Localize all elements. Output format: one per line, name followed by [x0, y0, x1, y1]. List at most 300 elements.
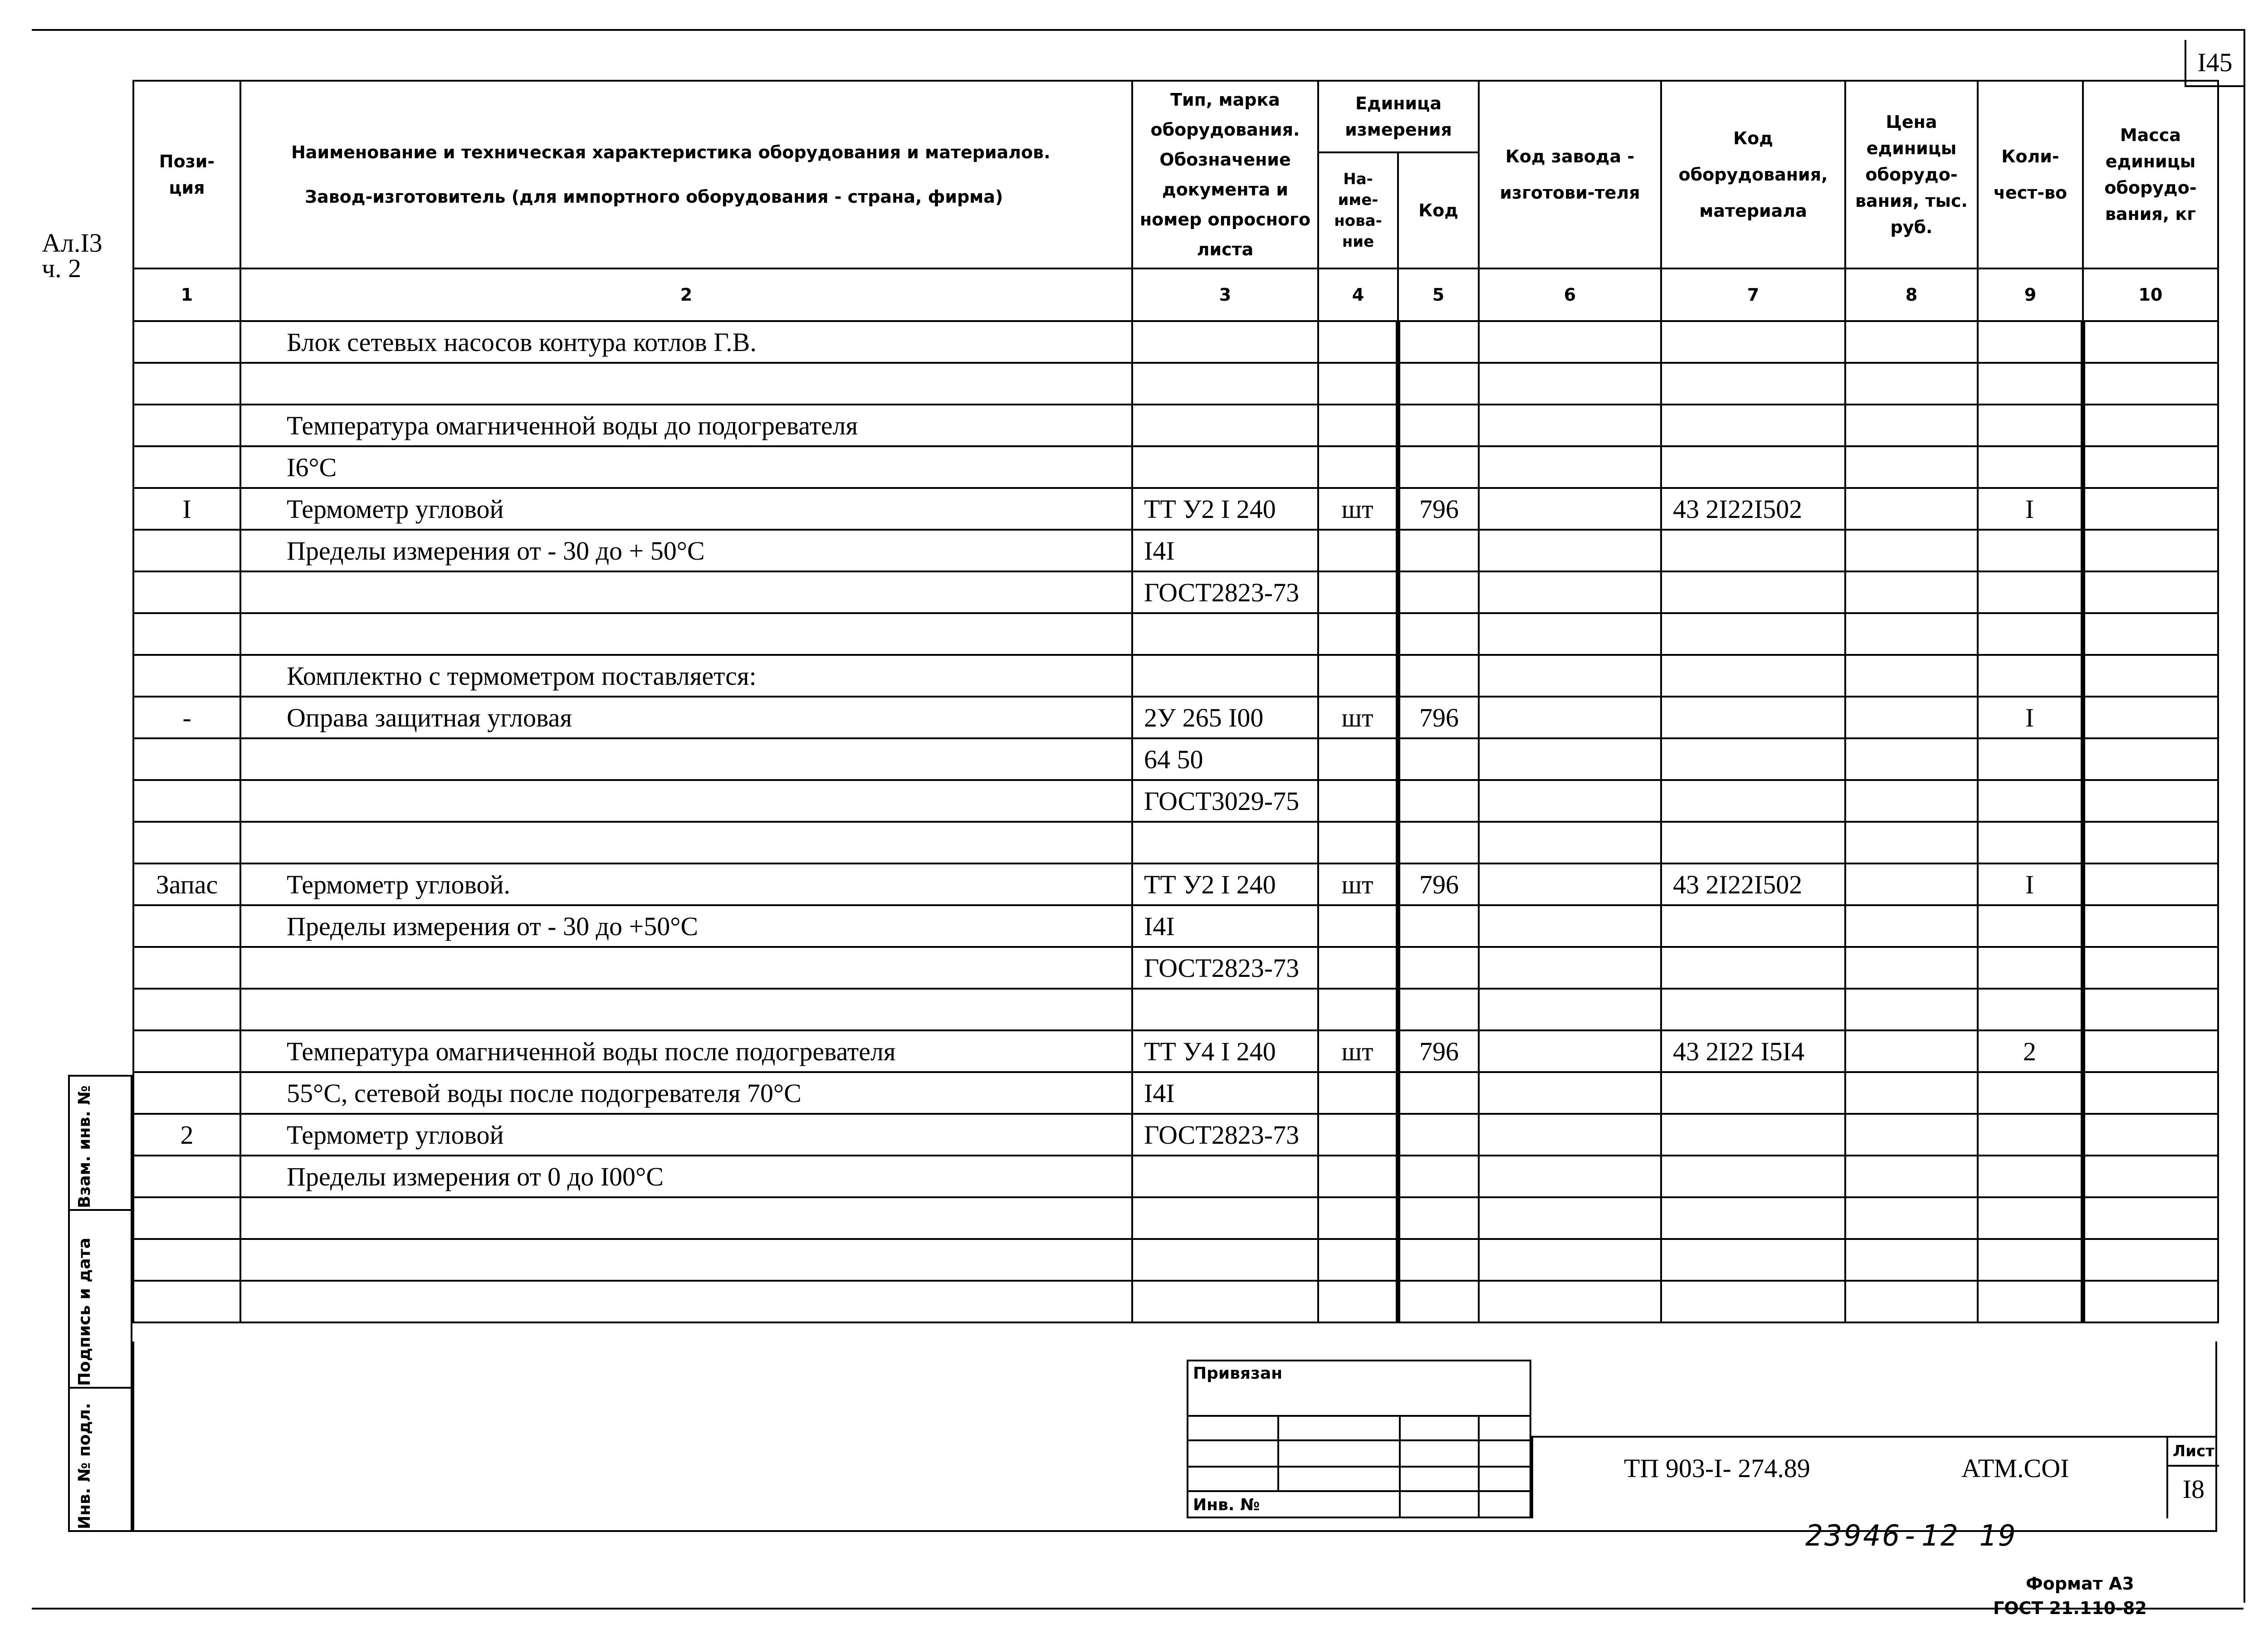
- equipment-code-cell: [1661, 780, 1845, 822]
- plant-code-cell: [1479, 1239, 1661, 1281]
- equipment-code-cell: [1661, 1156, 1845, 1197]
- price-cell: [1845, 738, 1978, 780]
- price-cell: [1845, 446, 1978, 488]
- table-row: [133, 613, 2218, 655]
- header-type: Тип, марка оборудования. Обозначение документа и номер опросного листа: [1132, 81, 1318, 268]
- unit-code-cell: 796: [1398, 1030, 1479, 1072]
- equipment-code-cell: [1661, 697, 1845, 738]
- unit-code-cell: [1398, 905, 1479, 947]
- table-row: [133, 321, 2218, 363]
- unit-code-cell: 796: [1398, 697, 1479, 738]
- table-row: [133, 697, 2218, 738]
- unit-code-cell: [1398, 1156, 1479, 1197]
- quantity-cell: [1978, 613, 2083, 655]
- price-cell: [1845, 905, 1978, 947]
- quantity-cell: [1978, 405, 2083, 446]
- price-cell: [1845, 822, 1978, 863]
- name-cell: I6°C: [240, 446, 1132, 488]
- column-number: 7: [1661, 268, 1845, 321]
- header-unit-name: На-име-нова-ние: [1318, 152, 1398, 268]
- price-cell: [1845, 363, 1978, 405]
- unit-name-cell: [1318, 1072, 1398, 1114]
- type-cell: [1132, 405, 1318, 446]
- side-stamp-replaced-inv: [68, 1075, 132, 1211]
- unit-code-cell: [1398, 1197, 1479, 1239]
- quantity-cell: [1978, 905, 2083, 947]
- name-cell: [240, 1281, 1132, 1322]
- mass-cell: [2083, 613, 2218, 655]
- equipment-code-cell: [1661, 613, 1845, 655]
- column-number: 2: [240, 268, 1132, 321]
- equipment-code-cell: [1661, 321, 1845, 363]
- table-row: [133, 1239, 2218, 1281]
- quantity-cell: 2: [1978, 1030, 2083, 1072]
- page-number: I45: [2197, 48, 2233, 77]
- unit-code-cell: [1398, 989, 1479, 1030]
- table-row: [133, 446, 2218, 488]
- mass-cell: [2083, 1072, 2218, 1114]
- unit-name-cell: [1318, 530, 1398, 571]
- type-cell: [1132, 1239, 1318, 1281]
- name-cell: [240, 822, 1132, 863]
- type-cell: I4I: [1132, 530, 1318, 571]
- mass-cell: [2083, 446, 2218, 488]
- plant-code-cell: [1479, 780, 1661, 822]
- mass-cell: [2083, 363, 2218, 405]
- unit-name-cell: [1318, 405, 1398, 446]
- position-cell: Запас: [133, 863, 240, 905]
- equipment-code-cell: [1661, 1114, 1845, 1156]
- name-cell: [240, 738, 1132, 780]
- name-cell: [240, 571, 1132, 613]
- table-row: [133, 822, 2218, 863]
- mass-cell: [2083, 1030, 2218, 1072]
- privyazan-label: Привязан: [1193, 1364, 1283, 1383]
- equipment-code-cell: [1661, 655, 1845, 697]
- name-cell: Пределы измерения от - 30 до + 50°C: [240, 530, 1132, 571]
- table-row: [133, 655, 2218, 697]
- mass-cell: [2083, 405, 2218, 446]
- equipment-code-cell: 43 2I22I502: [1661, 488, 1845, 530]
- name-cell: [240, 1197, 1132, 1239]
- unit-name-cell: [1318, 1239, 1398, 1281]
- quantity-cell: [1978, 321, 2083, 363]
- sheet-box: [2166, 1438, 2219, 1518]
- price-cell: [1845, 989, 1978, 1030]
- unit-name-cell: [1318, 321, 1398, 363]
- column-numbers-row: [133, 268, 2218, 321]
- equipment-code-cell: [1661, 989, 1845, 1030]
- type-cell: ТТ У2 I 240: [1132, 488, 1318, 530]
- unit-code-cell: [1398, 571, 1479, 613]
- unit-code-cell: 796: [1398, 863, 1479, 905]
- position-cell: [133, 780, 240, 822]
- type-cell: 64 50: [1132, 738, 1318, 780]
- position-cell: 2: [133, 1114, 240, 1156]
- equipment-code-cell: [1661, 1072, 1845, 1114]
- unit-name-cell: шт: [1318, 1030, 1398, 1072]
- header-plant-code: Код завода - изготови-теля: [1479, 81, 1661, 268]
- type-cell: [1132, 1281, 1318, 1322]
- unit-name-cell: [1318, 363, 1398, 405]
- side-label-signature: Подпись и дата: [75, 1238, 94, 1386]
- mass-cell: [2083, 1156, 2218, 1197]
- position-cell: [133, 363, 240, 405]
- quantity-cell: [1978, 947, 2083, 989]
- name-cell: Блок сетевых насосов контура котлов Г.В.: [240, 321, 1132, 363]
- header-quantity: Коли-чест-во: [1978, 81, 2083, 268]
- specification-table: [132, 80, 2219, 1323]
- type-cell: 2У 265 I00: [1132, 697, 1318, 738]
- unit-code-cell: [1398, 363, 1479, 405]
- plant-code-cell: [1479, 697, 1661, 738]
- type-cell: ТТ У4 I 240: [1132, 1030, 1318, 1072]
- unit-name-cell: шт: [1318, 863, 1398, 905]
- sheet-number: I8: [2182, 1474, 2205, 1504]
- equipment-code-cell: [1661, 1281, 1845, 1322]
- name-cell: Оправа защитная угловая: [240, 697, 1132, 738]
- position-cell: [133, 947, 240, 989]
- mass-cell: [2083, 905, 2218, 947]
- quantity-cell: [1978, 571, 2083, 613]
- price-cell: [1845, 613, 1978, 655]
- plant-code-cell: [1479, 863, 1661, 905]
- position-cell: [133, 1197, 240, 1239]
- plant-code-cell: [1479, 1030, 1661, 1072]
- equipment-code-cell: [1661, 363, 1845, 405]
- quantity-cell: [1978, 822, 2083, 863]
- equipment-code-cell: [1661, 1197, 1845, 1239]
- position-cell: [133, 446, 240, 488]
- unit-name-cell: [1318, 1197, 1398, 1239]
- name-cell: [240, 613, 1132, 655]
- name-cell: [240, 1239, 1132, 1281]
- table-row: [133, 1072, 2218, 1114]
- name-cell: Температура омагниченной воды до подогревателя: [240, 405, 1132, 446]
- equipment-code-cell: [1661, 446, 1845, 488]
- column-number: 5: [1398, 268, 1479, 321]
- equipment-code-cell: 43 2I22 I5I4: [1661, 1030, 1845, 1072]
- position-cell: [133, 738, 240, 780]
- position-cell: [133, 1030, 240, 1072]
- position-cell: [133, 1281, 240, 1322]
- equipment-code-cell: [1661, 571, 1845, 613]
- price-cell: [1845, 780, 1978, 822]
- quantity-cell: [1978, 780, 2083, 822]
- price-cell: [1845, 947, 1978, 989]
- type-cell: [1132, 655, 1318, 697]
- header-name-line2: Завод-изготовитель (для импортного оборудования - страна, фирма): [305, 187, 1003, 207]
- position-cell: [133, 1156, 240, 1197]
- header-price: Цена единицы оборудо-вания, тыс. руб.: [1845, 81, 1978, 268]
- mass-cell: [2083, 571, 2218, 613]
- mass-cell: [2083, 822, 2218, 863]
- mass-cell: [2083, 321, 2218, 363]
- price-cell: [1845, 488, 1978, 530]
- quantity-cell: [1978, 1239, 2083, 1281]
- name-cell: Термометр угловой.: [240, 863, 1132, 905]
- plant-code-cell: [1479, 613, 1661, 655]
- side-label-replaced-inv: Взам. инв. №: [75, 1085, 94, 1208]
- quantity-cell: I: [1978, 863, 2083, 905]
- name-cell: Термометр угловой: [240, 488, 1132, 530]
- table-row: [133, 488, 2218, 530]
- album-ref-line2: ч. 2: [42, 254, 82, 283]
- table-row: [133, 1030, 2218, 1072]
- quantity-cell: [1978, 530, 2083, 571]
- plant-code-cell: [1479, 488, 1661, 530]
- price-cell: [1845, 530, 1978, 571]
- column-number: 6: [1479, 268, 1661, 321]
- plant-code-cell: [1479, 363, 1661, 405]
- header-unit-group: Единица измерения: [1318, 81, 1479, 152]
- privyazan-stamp: [1187, 1360, 1531, 1518]
- quantity-cell: [1978, 738, 2083, 780]
- equipment-code-cell: [1661, 822, 1845, 863]
- mass-cell: [2083, 1114, 2218, 1156]
- table-row: [133, 1114, 2218, 1156]
- price-cell: [1845, 1239, 1978, 1281]
- type-cell: [1132, 1197, 1318, 1239]
- name-cell: Пределы измерения от - 30 до +50°C: [240, 905, 1132, 947]
- equipment-code-cell: [1661, 905, 1845, 947]
- column-number: 8: [1845, 268, 1978, 321]
- plant-code-cell: [1479, 321, 1661, 363]
- album-reference: [42, 230, 103, 281]
- equipment-code-cell: [1661, 1239, 1845, 1281]
- price-cell: [1845, 655, 1978, 697]
- price-cell: [1845, 1197, 1978, 1239]
- table-row: [133, 1156, 2218, 1197]
- inv-no-label: Инв. №: [1193, 1496, 1260, 1514]
- price-cell: [1845, 1156, 1978, 1197]
- unit-name-cell: [1318, 1281, 1398, 1322]
- type-cell: I4I: [1132, 905, 1318, 947]
- header-equipment-code: Код оборудования, материала: [1661, 81, 1845, 268]
- quantity-cell: [1978, 363, 2083, 405]
- name-cell: Комплектно с термометром поставляется:: [240, 655, 1132, 697]
- column-number: 9: [1978, 268, 2083, 321]
- plant-code-cell: [1479, 1156, 1661, 1197]
- unit-code-cell: [1398, 947, 1479, 989]
- unit-name-cell: [1318, 1114, 1398, 1156]
- plant-code-cell: [1479, 822, 1661, 863]
- type-cell: ТТ У2 I 240: [1132, 863, 1318, 905]
- stamp-col-line: [1478, 1415, 1480, 1518]
- frame-right-line: [2244, 29, 2245, 1603]
- price-cell: [1845, 1030, 1978, 1072]
- plant-code-cell: [1479, 947, 1661, 989]
- header-name: [240, 81, 1132, 268]
- table-row: [133, 780, 2218, 822]
- equipment-code-cell: [1661, 738, 1845, 780]
- mass-cell: [2083, 989, 2218, 1030]
- plant-code-cell: [1479, 1114, 1661, 1156]
- price-cell: [1845, 1072, 1978, 1114]
- equipment-code-cell: [1661, 530, 1845, 571]
- table-row: [133, 738, 2218, 780]
- plant-code-cell: [1479, 905, 1661, 947]
- position-cell: I: [133, 488, 240, 530]
- position-cell: [133, 613, 240, 655]
- name-cell: 55°C, сетевой воды после подогревателя 70°C: [240, 1072, 1132, 1114]
- plant-code-cell: [1479, 655, 1661, 697]
- price-cell: [1845, 697, 1978, 738]
- position-cell: [133, 571, 240, 613]
- unit-name-cell: [1318, 446, 1398, 488]
- name-cell: [240, 947, 1132, 989]
- plant-code-cell: [1479, 989, 1661, 1030]
- doc-mark: АТМ.COI: [1961, 1454, 2069, 1483]
- name-cell: Пределы измерения от 0 до I00°C: [240, 1156, 1132, 1197]
- plant-code-cell: [1479, 571, 1661, 613]
- quantity-cell: I: [1978, 488, 2083, 530]
- format-label: Формат А3: [2026, 1574, 2134, 1594]
- position-cell: [133, 905, 240, 947]
- frame-top-line: [32, 29, 2245, 31]
- column-number: 4: [1318, 268, 1398, 321]
- price-cell: [1845, 405, 1978, 446]
- quantity-cell: [1978, 1072, 2083, 1114]
- plant-code-cell: [1479, 738, 1661, 780]
- album-ref-line1: Ал.I3: [42, 228, 103, 258]
- unit-code-cell: 796: [1398, 488, 1479, 530]
- unit-code-cell: [1398, 780, 1479, 822]
- mass-cell: [2083, 697, 2218, 738]
- quantity-cell: [1978, 1114, 2083, 1156]
- unit-name-cell: [1318, 947, 1398, 989]
- type-cell: [1132, 1156, 1318, 1197]
- mass-cell: [2083, 738, 2218, 780]
- mass-cell: [2083, 655, 2218, 697]
- table-row: [133, 405, 2218, 446]
- type-cell: ГОСТ3029-75: [1132, 780, 1318, 822]
- table-row: [133, 363, 2218, 405]
- unit-code-cell: [1398, 1239, 1479, 1281]
- unit-name-cell: шт: [1318, 697, 1398, 738]
- unit-code-cell: [1398, 1072, 1479, 1114]
- quantity-cell: I: [1978, 697, 2083, 738]
- price-cell: [1845, 863, 1978, 905]
- type-cell: [1132, 363, 1318, 405]
- name-cell: [240, 363, 1132, 405]
- position-cell: [133, 530, 240, 571]
- unit-name-cell: шт: [1318, 488, 1398, 530]
- equipment-code-cell: [1661, 405, 1845, 446]
- stamp-col-line: [1399, 1415, 1401, 1518]
- unit-code-cell: [1398, 530, 1479, 571]
- unit-code-cell: [1398, 321, 1479, 363]
- name-cell: Термометр угловой: [240, 1114, 1132, 1156]
- plant-code-cell: [1479, 446, 1661, 488]
- table-row: [133, 989, 2218, 1030]
- unit-code-cell: [1398, 1281, 1479, 1322]
- type-cell: [1132, 613, 1318, 655]
- quantity-cell: [1978, 1197, 2083, 1239]
- unit-code-cell: [1398, 822, 1479, 863]
- position-cell: -: [133, 697, 240, 738]
- mass-cell: [2083, 863, 2218, 905]
- type-cell: [1132, 446, 1318, 488]
- price-cell: [1845, 321, 1978, 363]
- type-cell: I4I: [1132, 1072, 1318, 1114]
- name-cell: [240, 780, 1132, 822]
- unit-name-cell: [1318, 571, 1398, 613]
- unit-name-cell: [1318, 905, 1398, 947]
- mass-cell: [2083, 947, 2218, 989]
- table-row: [133, 571, 2218, 613]
- unit-code-cell: [1398, 613, 1479, 655]
- position-cell: [133, 655, 240, 697]
- doc-code: ТП 903-I- 274.89: [1624, 1454, 1810, 1483]
- mass-cell: [2083, 1281, 2218, 1322]
- type-cell: [1132, 989, 1318, 1030]
- price-cell: [1845, 1281, 1978, 1322]
- table-row: [133, 863, 2218, 905]
- quantity-cell: [1978, 1281, 2083, 1322]
- frame-bottom-line: [32, 1608, 2244, 1610]
- quantity-cell: [1978, 989, 2083, 1030]
- unit-name-cell: [1318, 989, 1398, 1030]
- type-cell: [1132, 321, 1318, 363]
- plant-code-cell: [1479, 1072, 1661, 1114]
- position-cell: [133, 1072, 240, 1114]
- table-row: [133, 947, 2218, 989]
- table-row: [133, 1197, 2218, 1239]
- position-cell: [133, 405, 240, 446]
- unit-name-cell: [1318, 613, 1398, 655]
- mass-cell: [2083, 1239, 2218, 1281]
- stamp-col-line: [1277, 1415, 1279, 1490]
- column-number: 3: [1132, 268, 1318, 321]
- unit-name-cell: [1318, 738, 1398, 780]
- table-row: [133, 530, 2218, 571]
- title-block: [1531, 1436, 2217, 1518]
- position-cell: [133, 1239, 240, 1281]
- equipment-code-cell: 43 2I22I502: [1661, 863, 1845, 905]
- table-row: [133, 1281, 2218, 1322]
- unit-code-cell: [1398, 1114, 1479, 1156]
- standard-label: ГОСТ 21.110-82: [1993, 1598, 2147, 1618]
- mass-cell: [2083, 1197, 2218, 1239]
- equipment-code-cell: [1661, 947, 1845, 989]
- header-unit-code: Код: [1398, 152, 1479, 268]
- position-cell: [133, 822, 240, 863]
- price-cell: [1845, 1114, 1978, 1156]
- unit-code-cell: [1398, 655, 1479, 697]
- plant-code-cell: [1479, 405, 1661, 446]
- name-cell: Температура омагниченной воды после подогревателя: [240, 1030, 1132, 1072]
- unit-name-cell: [1318, 655, 1398, 697]
- handwritten-number: 23946-12 19: [1805, 1519, 2018, 1553]
- header-mass: Масса единицы оборудо-вания, кг: [2083, 81, 2218, 268]
- plant-code-cell: [1479, 1197, 1661, 1239]
- quantity-cell: [1978, 446, 2083, 488]
- unit-name-cell: [1318, 822, 1398, 863]
- type-cell: ГОСТ2823-73: [1132, 947, 1318, 989]
- name-cell: [240, 989, 1132, 1030]
- mass-cell: [2083, 780, 2218, 822]
- type-cell: ГОСТ2823-73: [1132, 571, 1318, 613]
- side-label-original-inv: Инв. № подл.: [75, 1403, 94, 1529]
- mass-cell: [2083, 488, 2218, 530]
- position-cell: [133, 321, 240, 363]
- side-stamp-signature: [68, 1209, 132, 1389]
- side-stamp-original-inv: [68, 1387, 132, 1532]
- price-cell: [1845, 571, 1978, 613]
- header-name-line1: Наименование и техническая характеристика оборудования и материалов.: [291, 142, 1051, 162]
- plant-code-cell: [1479, 530, 1661, 571]
